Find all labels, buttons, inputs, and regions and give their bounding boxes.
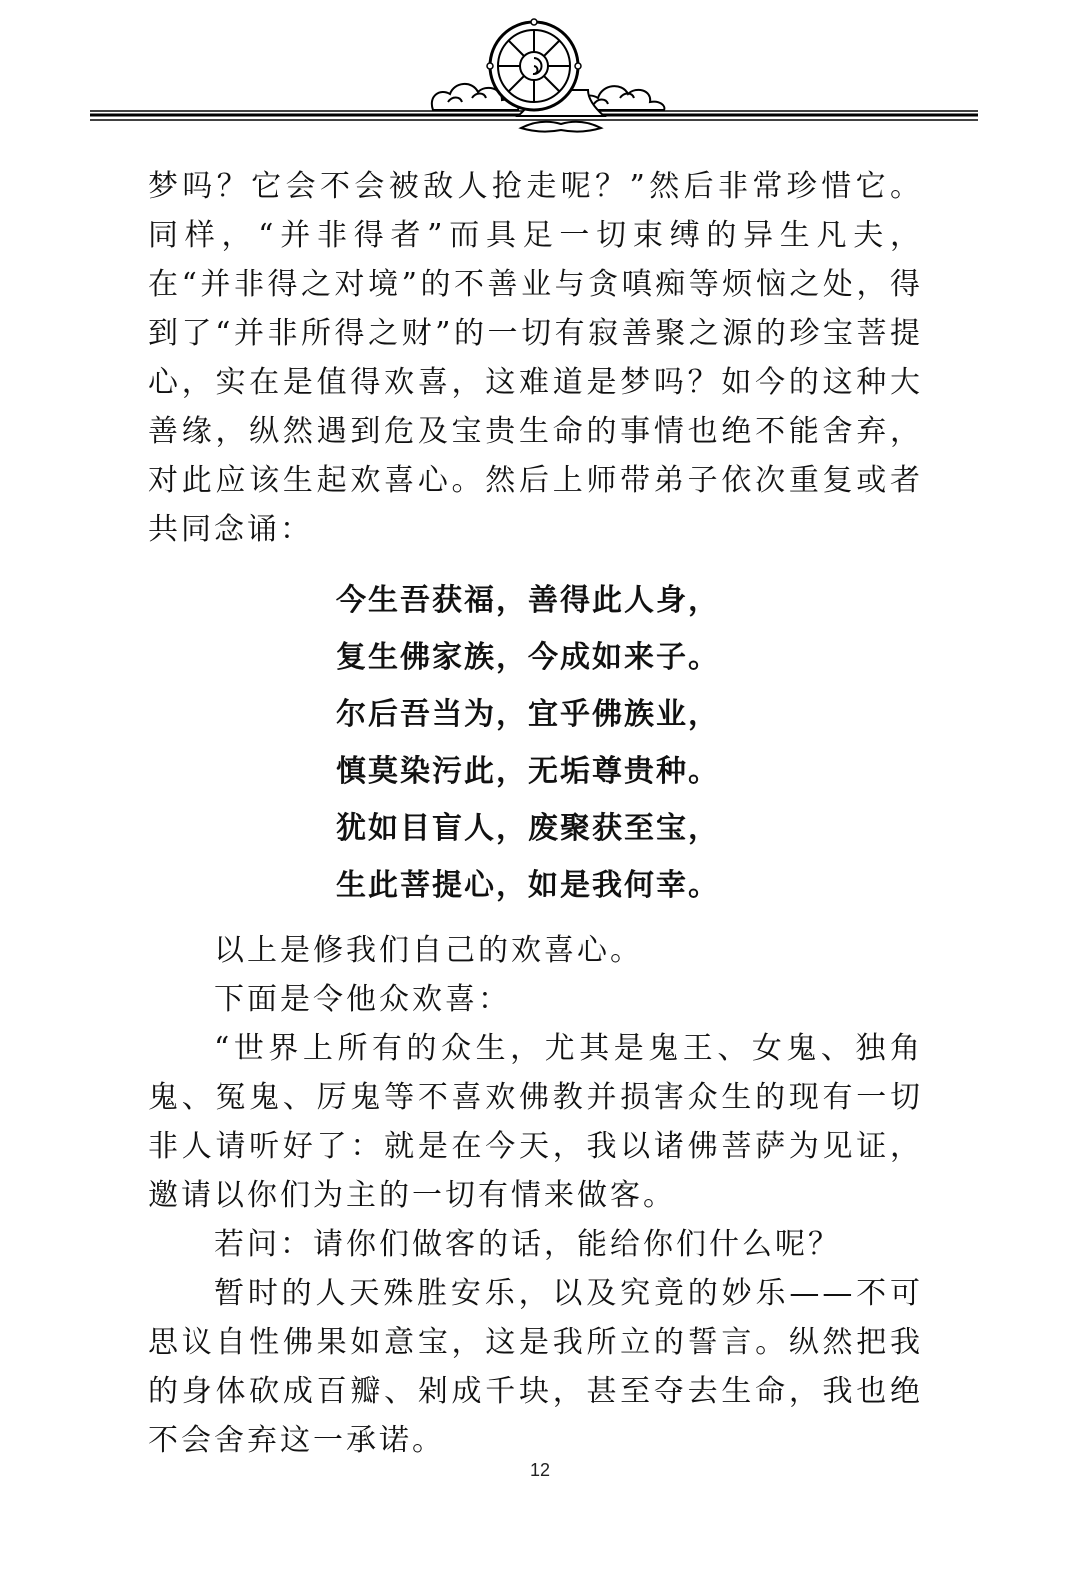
paragraph-continued: 梦吗？它会不会被敌人抢走呢？”然后非常珍惜它。同样，“并非得者”而具足一切束缚的异生凡夫，在“并非得之对境”的不善业与贪嗔痴等烦恼之处，得到了“并非所得之财”的一切有寂善聚之源的珍宝菩提心，实在是值得欢喜，这难道是梦吗？如今的这种大善缘，纵然遇到危及宝贵生命的事情也绝不能舍弃，对此应该生起欢喜心。然后上师带弟子依次重复或者共同念诵： bbox=[148, 169, 923, 547]
paragraph: 若问：请你们做客的话，能给你们什么呢？ bbox=[214, 1227, 841, 1262]
verse-line: 今生吾获福，善得此人身， bbox=[336, 583, 720, 618]
verse-line: 慎莫染污此，无垢尊贵种。 bbox=[336, 754, 720, 789]
verse-line: 尔后吾当为，宜乎佛族业， bbox=[336, 697, 720, 732]
verse-line: 生此菩提心，如是我何幸。 bbox=[336, 868, 720, 903]
body-text bbox=[148, 162, 923, 1465]
paragraph: 以上是修我们自己的欢喜心。 bbox=[214, 933, 643, 968]
paragraph: “世界上所有的众生，尤其是鬼王、女鬼、独角鬼、冤鬼、厉鬼等不喜欢佛教并损害众生的现有一切非人请听好了：就是在今天，我以诸佛菩萨为见证，邀请以你们为主的一切有情来做客。 bbox=[148, 1031, 923, 1213]
verse-block bbox=[148, 572, 923, 914]
paragraph: 下面是令他众欢喜： bbox=[214, 982, 511, 1017]
dharma-wheel-header-ornament bbox=[88, 18, 980, 136]
verse-line: 犹如目盲人，废聚获至宝， bbox=[336, 811, 720, 846]
page-number: 12 bbox=[529, 1460, 551, 1480]
verse-line: 复生佛家族，今成如来子。 bbox=[336, 640, 720, 675]
paragraph: 暂时的人天殊胜安乐，以及究竟的妙乐——不可思议自性佛果如意宝，这是我所立的誓言。纵然把我的身体砍成百瓣、剁成千块，甚至夺去生命，我也绝不会舍弃这一承诺。 bbox=[148, 1276, 923, 1458]
